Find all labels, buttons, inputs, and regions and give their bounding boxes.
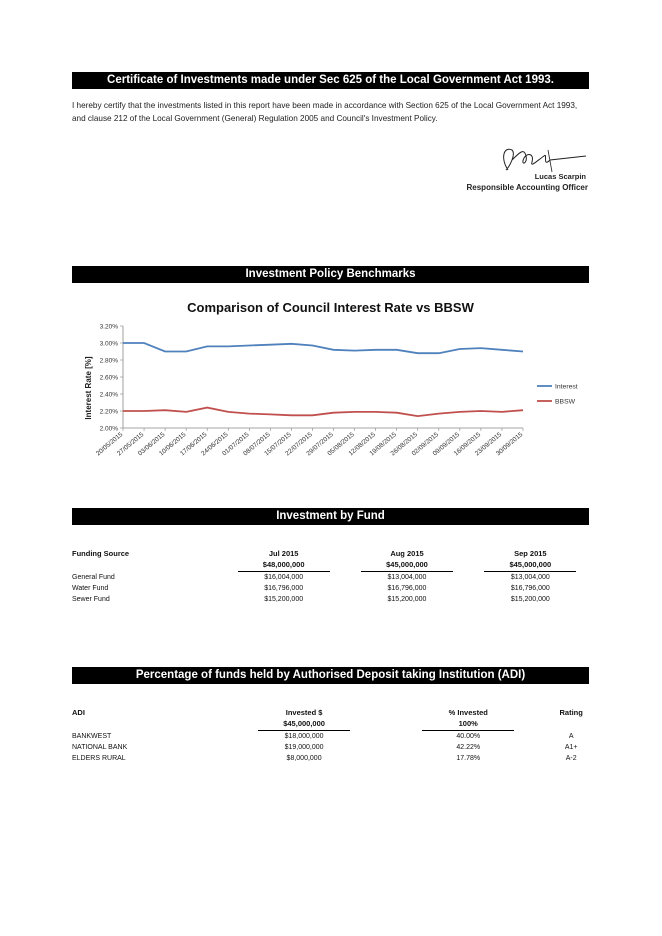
adi-invested: $18,000,000 <box>284 733 324 740</box>
legend-label: BBSW <box>555 398 576 406</box>
fund-value: $15,200,000 <box>387 596 427 603</box>
chart-y-tick-label: 2.00% <box>99 425 118 433</box>
adi-rating: A1+ <box>564 744 578 751</box>
adi-rating: A <box>568 733 574 740</box>
chart-series-interest <box>123 343 523 353</box>
adi-col-header: ADI <box>72 708 85 717</box>
chart-x-tick-label: 10/06/2015 <box>158 431 188 458</box>
fund-col-header: Funding Source <box>72 549 130 558</box>
fund-month: Sep 2015 <box>514 549 547 558</box>
table-row <box>72 594 592 605</box>
adi-total-invested: $45,000,000 <box>258 718 350 731</box>
fund-total: $48,000,000 <box>238 559 330 572</box>
adi-rating: A-2 <box>565 755 577 762</box>
fund-value: $15,200,000 <box>264 596 304 603</box>
table-row <box>72 731 592 742</box>
chart-y-tick-label: 2.60% <box>99 374 118 382</box>
signatory-name: Lucas Scarpin <box>534 172 586 181</box>
adi-pct: 17.78% <box>456 755 481 762</box>
legend-label: Interest <box>555 383 578 391</box>
certificate-body: I hereby certify that the investments listed in this report have been made in accordance with Section 625 of the Local Government Act 1993, and clause 212 of the Local Government (General) Regulation 2005 and Council's Investment Policy. <box>72 101 578 123</box>
signatory-role: Responsible Accounting Officer <box>466 183 588 192</box>
adi-col-header: Rating <box>559 708 583 717</box>
fund-header-row <box>72 548 592 559</box>
fund-heading: Investment by Fund <box>72 508 589 525</box>
chart-x-tick-label: 20/05/2015 <box>94 431 125 458</box>
adi-pct: 40.00% <box>456 733 481 740</box>
adi-name: ELDERS RURAL <box>72 755 126 762</box>
rate-chart <box>0 310 662 530</box>
chart-x-tick-label: 15/07/2015 <box>263 431 293 458</box>
chart-title: Comparison of Council Interest Rate vs BBSW <box>187 300 474 315</box>
chart-x-tick-label: 01/07/2015 <box>221 431 251 458</box>
adi-col-header: % Invested <box>448 708 488 717</box>
adi-invested: $8,000,000 <box>286 755 322 762</box>
chart-x-tick-label: 17/06/2015 <box>179 431 209 458</box>
table-row <box>72 742 592 753</box>
chart-x-tick-label: 08/07/2015 <box>242 431 272 458</box>
fund-total-row <box>72 559 592 572</box>
table-row <box>72 572 592 583</box>
adi-total-pct: 100% <box>422 718 514 731</box>
certificate-heading: Certificate of Investments made under Sec 625 of the Local Government Act 1993. <box>72 72 589 89</box>
fund-value: $16,004,000 <box>264 574 304 581</box>
adi-total-row <box>72 718 592 731</box>
chart-x-tick-label: 03/06/2015 <box>136 431 167 458</box>
chart-x-tick-label: 23/09/2015 <box>473 431 504 458</box>
adi-col-header: Invested $ <box>285 708 323 717</box>
fund-total: $45,000,000 <box>484 559 576 572</box>
chart-y-tick-label: 2.80% <box>99 357 118 365</box>
fund-value: $16,796,000 <box>264 585 304 592</box>
fund-value: $16,796,000 <box>510 585 550 592</box>
fund-value: $13,004,000 <box>510 574 550 581</box>
chart-x-tick-label: 24/06/2015 <box>200 431 230 458</box>
adi-heading: Percentage of funds held by Authorised Deposit taking Institution (ADI) <box>72 667 589 684</box>
chart-x-tick-label: 19/08/2015 <box>368 431 398 458</box>
adi-name: BANKWEST <box>72 733 112 740</box>
table-row <box>72 753 592 764</box>
adi-header-row <box>72 707 592 718</box>
fund-table <box>72 548 592 605</box>
chart-x-tick-label: 12/08/2015 <box>347 431 377 458</box>
fund-name: General Fund <box>72 574 115 581</box>
chart-x-tick-label: 22/07/2015 <box>284 431 314 458</box>
chart-x-tick-label: 16/09/2015 <box>452 431 483 458</box>
chart-x-tick-label: 27/05/2015 <box>115 431 146 458</box>
chart-x-tick-label: 02/09/2015 <box>410 431 441 458</box>
adi-name: NATIONAL BANK <box>72 744 128 751</box>
chart-x-tick-label: 26/08/2015 <box>389 431 420 458</box>
table-row <box>72 583 592 594</box>
chart-x-tick-label: 30/09/2015 <box>494 431 525 458</box>
adi-invested: $19,000,000 <box>284 744 324 751</box>
chart-y-tick-label: 2.40% <box>99 391 118 399</box>
chart-y-tick-label: 2.20% <box>99 408 118 416</box>
fund-name: Water Fund <box>72 585 109 592</box>
fund-value: $13,004,000 <box>387 574 427 581</box>
chart-series-bbsw <box>123 408 523 417</box>
chart-x-tick-label: 05/08/2015 <box>326 431 356 458</box>
chart-y-tick-label: 3.20% <box>99 323 118 331</box>
chart-y-tick-label: 3.00% <box>99 340 118 348</box>
chart-x-tick-label: 09/09/2015 <box>431 431 462 458</box>
fund-month: Aug 2015 <box>390 549 424 558</box>
chart-y-axis-label: Interest Rate [%] <box>84 356 93 420</box>
adi-table <box>72 707 592 764</box>
fund-value: $16,796,000 <box>387 585 427 592</box>
fund-total: $45,000,000 <box>361 559 453 572</box>
adi-pct: 42.22% <box>456 744 481 751</box>
fund-value: $15,200,000 <box>510 596 550 603</box>
chart-x-tick-label: 29/07/2015 <box>305 431 335 458</box>
fund-month: Jul 2015 <box>268 549 299 558</box>
benchmarks-heading: Investment Policy Benchmarks <box>72 266 589 283</box>
fund-name: Sewer Fund <box>72 596 110 603</box>
